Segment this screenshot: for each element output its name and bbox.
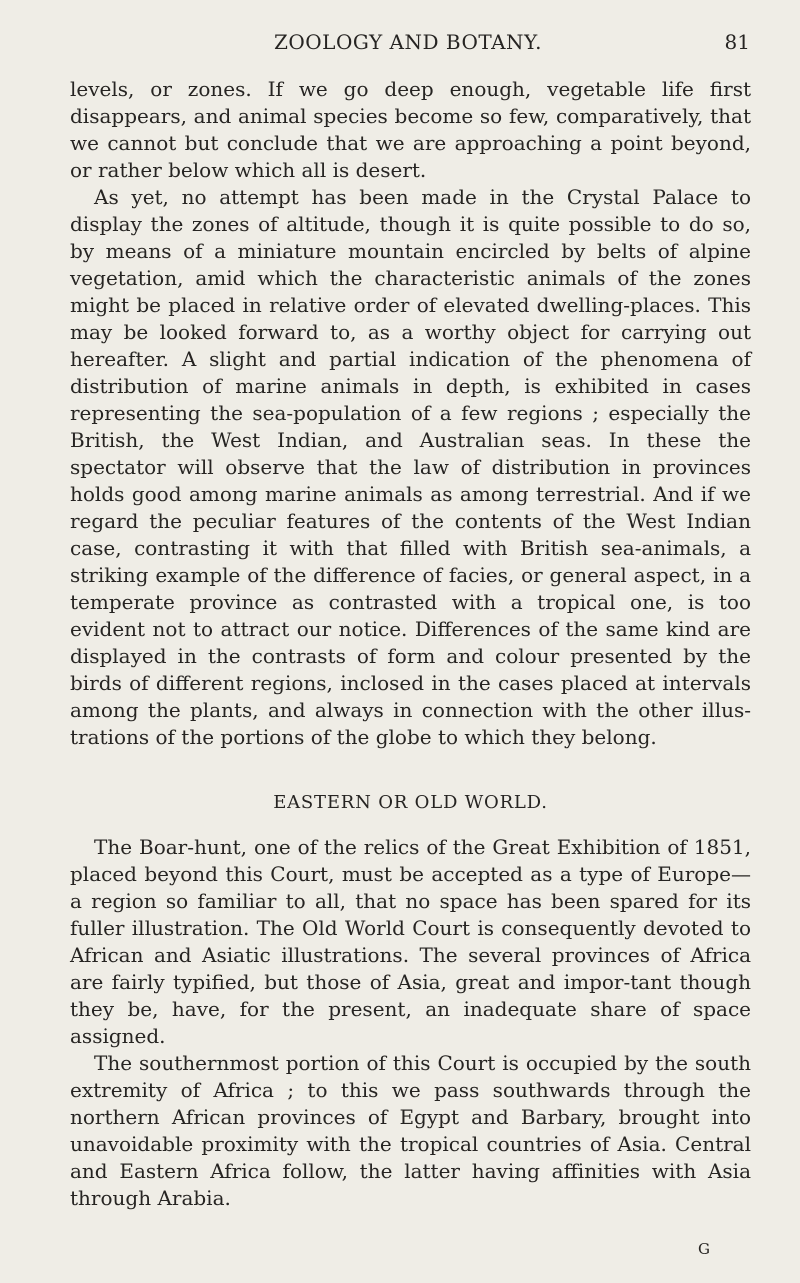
paragraph-boar-hunt: The Boar-hunt, one of the relics of the Great Exhibition of 1851, placed beyond this Court, must be accepted as a type of Europe—a region so familiar to all, that no space has been spared for its fuller illustration. The Old World Court is consequently devoted to African and Asiatic illustrations. The several provinces of Africa are fairly typified, but those of Asia, great and impor-tant though they be, have, for the present, an inadequate share of space assigned.: [70, 835, 751, 1048]
running-title: ZOOLOGY AND BOTANY.: [273, 30, 543, 54]
section-heading: EASTERN OR OLD WORLD.: [273, 792, 548, 813]
paragraph-southernmost-portion: The southernmost portion of this Court is occupied by the south extremity of Africa ; to this we pass southwards through the northern African provinces of Egypt and Barbary, brought into unavoidable proximity with the tropical countries of Asia. Central and Eastern Africa follow, the latter having affinities with Asia through Arabia.: [70, 1051, 751, 1210]
signature-mark: G: [698, 1240, 710, 1258]
body-text: [70, 76, 751, 1212]
page-number: 81: [724, 30, 750, 54]
running-head: [66, 30, 750, 60]
paragraph-continued: levels, or zones. If we go deep enough, vegetable life first disappears, and animal species become so few, comparatively, that we cannot but conclude that we are approaching a point beyond, or rather below which all is desert.: [70, 77, 751, 182]
paragraph-zones-of-altitude: As yet, no attempt has been made in the Crystal Palace to display the zones of altitude, though it is quite possible to do so, by means of a miniature mountain encircled by belts of alpine vegetation, amid which the characteristic animals of the zones might be placed in relative order of elevated dwelling-places. This may be looked forward to, as a worthy object for carrying out hereafter. A slight and partial indication of the phenomena of distribution of marine animals in depth, is exhibited in cases representing the sea-population of a few regions ; especially the British, the West Indian, and Australian seas. In these the spectator will observe that the law of distribution in provinces holds good among marine animals as among terrestrial. And if we regard the peculiar features of the contents of the West Indian case, contrasting it with that filled with British sea-animals, a striking example of the difference of facies, or general aspect, in a temperate province as contrasted with a tropical one, is too evident not to attract our notice. Differences of the same kind are displayed in the contrasts of form and colour presented by the birds of different regions, inclosed in the cases placed at intervals among the plants, and always in connection with the other illus-trations of the portions of the globe to which they belong.: [70, 185, 751, 749]
